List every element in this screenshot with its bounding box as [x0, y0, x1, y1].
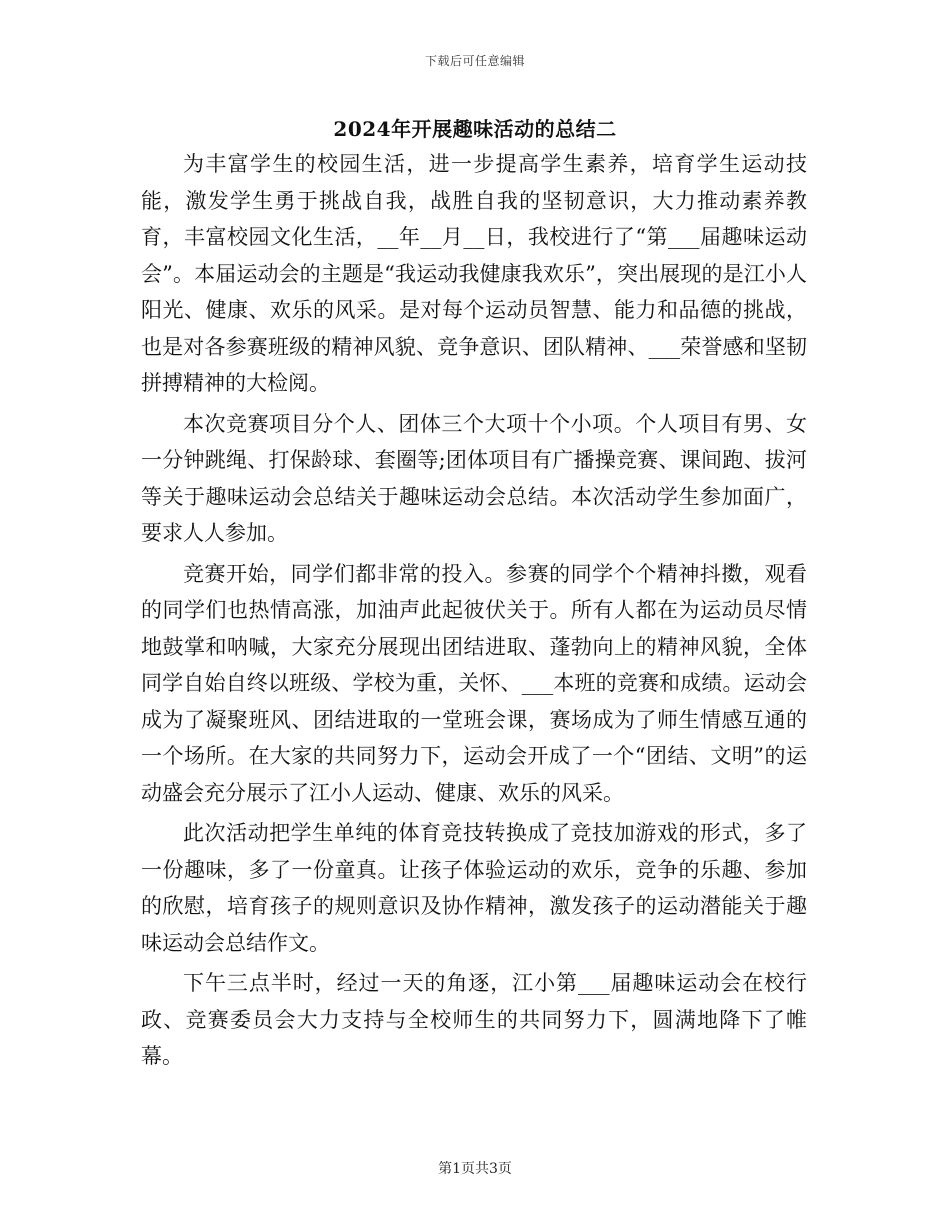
document-title: 2024年开展趣味活动的总结二: [333, 117, 617, 141]
header-note: 下载后可任意编辑: [424, 54, 525, 68]
paragraph-5: 下午三点半时，经过一天的角逐，江小第___届趣味运动会在校行政、竞赛委员会大力支持与全校师生的共同努力下，圆满地降下了帷幕。: [141, 971, 807, 1068]
paragraph-4: 此次活动把学生单纯的体育竞技转换成了竞技加游戏的形式，多了一份趣味，多了一份童真。让孩子体验运动的欢乐，竞争的乐趣、参加的欣慰，培育孩子的规则意识及协作精神，激发孩子的运动潜能关于趣味运动会总结作文。: [141, 821, 807, 955]
page-number: 第1页共3页: [438, 1161, 512, 1177]
paragraph-3: 竞赛开始，同学们都非常的投入。参赛的同学个个精神抖擞，观看的同学们也热情高涨，加油声此起彼伏关于。所有人都在为运动员尽情地鼓掌和呐喊，大家充分展现出团结进取、蓬勃向上的精神风貌，全体同学自始自终以班级、学校为重，关怀、___本班的竞赛和成绩。运动会成为了凝聚班风、团结进取的一堂班会课，赛场成为了师生情感互通的一个场所。在大家的共同努力下，运动会开成了一个“团结、文明”的运动盛会充分展示了江小人运动、健康、欢乐的风采。: [141, 561, 807, 805]
paragraph-1: 为丰富学生的校园生活，进一步提高学生素养，培育学生运动技能，激发学生勇于挑战自我，战胜自我的坚韧意识，大力推动素养教育，丰富校园文化生活，__年__月__日，我校进行了“第___届趣味运动会”。本届运动会的主题是“我运动我健康我欢乐”，突出展现的是江小人阳光、健康、欢乐的风采。是对每个运动员智慧、能力和品德的挑战，也是对各参赛班级的精神风貌、竞争意识、团队精神、___荣誉感和坚韧拼搏精神的大检阅。: [141, 152, 807, 395]
paragraph-2: 本次竞赛项目分个人、团体三个大项十个小项。个人项目有男、女一分钟跳绳、打保龄球、套圈等;团体项目有广播操竞赛、课间跑、拔河等关于趣味运动会总结关于趣味运动会总结。本次活动学生参加面广，要求人人参加。: [141, 411, 807, 545]
document-body: [141, 146, 807, 1079]
